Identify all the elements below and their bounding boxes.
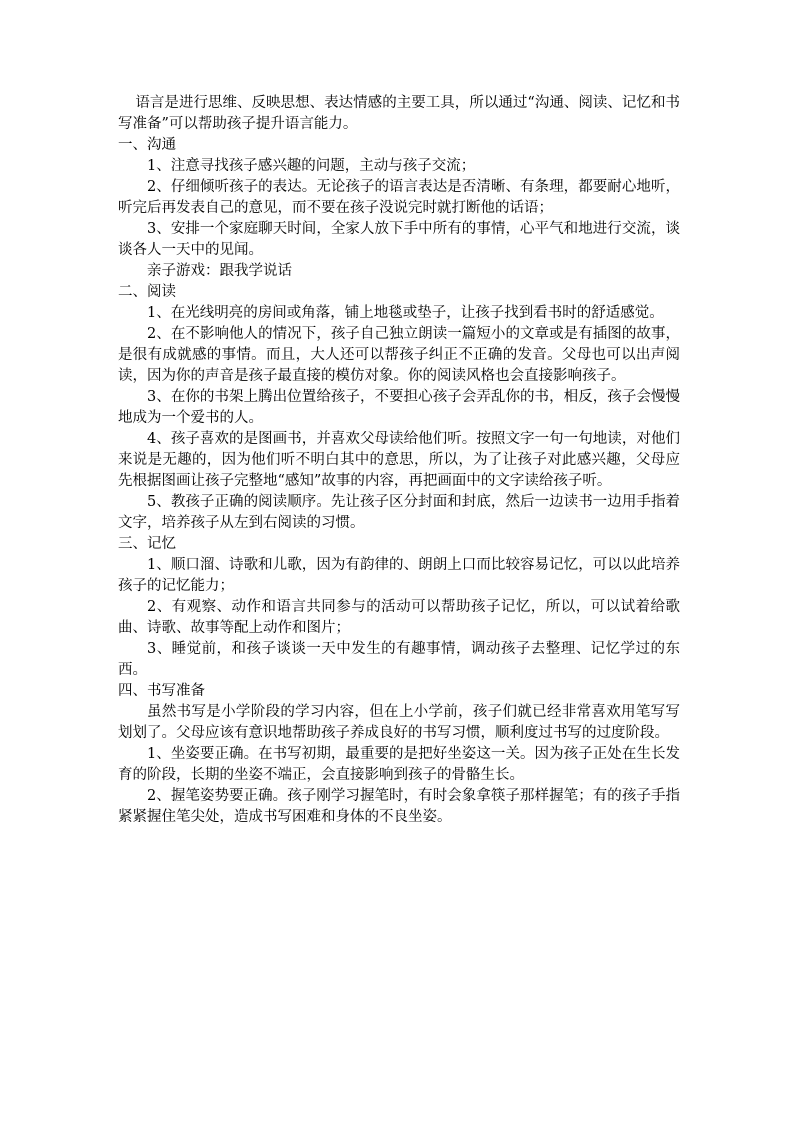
paragraph: 1、顺口溜、诗歌和儿歌，因为有韵律的、朗朗上口而比较容易记忆，可以以此培养孩子的记忆能力； — [118, 557, 680, 594]
section-heading: 一、沟通 — [118, 137, 176, 153]
paragraph: 1、在光线明亮的房间或角落，铺上地毯或垫子，让孩子找到看书时的舒适感觉。 — [147, 305, 664, 321]
intro-paragraph: 语言是进行思维、反映思想、表达情感的主要工具，所以通过“沟通、阅读、记忆和书写准备”可以帮助孩子提升语言能力。 — [118, 95, 680, 132]
paragraph: 2、仔细倾听孩子的表达。无论孩子的语言表达是否清晰、有条理，都要耐心地听，听完后再发表自己的意见，而不要在孩子没说完时就打断他的话语； — [118, 179, 680, 216]
section-writing-prep — [118, 681, 680, 828]
paragraph: 1、坐姿要正确。在书写初期，最重要的是把好坐姿这一关。因为孩子正处在生长发育的阶段，长期的坐姿不端正，会直接影响到孩子的骨骼生长。 — [118, 746, 680, 783]
section-heading: 三、记忆 — [118, 536, 176, 552]
paragraph: 亲子游戏：跟我学说话 — [147, 263, 292, 279]
paragraph: 2、握笔姿势要正确。孩子刚学习握笔时，有时会象拿筷子那样握笔；有的孩子手指紧紧握住笔尖处，造成书写困难和身体的不良坐姿。 — [118, 788, 680, 825]
paragraph: 3、在你的书架上腾出位置给孩子，不要担心孩子会弄乱你的书，相反，孩子会慢慢地成为一个爱书的人。 — [118, 389, 680, 426]
paragraph: 2、有观察、动作和语言共同参与的活动可以帮助孩子记忆，所以，可以试着给歌曲、诗歌、故事等配上动作和图片； — [118, 599, 680, 636]
section-heading: 四、书写准备 — [118, 683, 205, 699]
section-reading — [118, 282, 680, 534]
paragraph: 虽然书写是小学阶段的学习内容，但在上小学前，孩子们就已经非常喜欢用笔写写划划了。父母应该有意识地帮助孩子养成良好的书写习惯，顺利度过书写的过度阶段。 — [118, 704, 680, 741]
paragraph: 5、教孩子正确的阅读顺序。先让孩子区分封面和封底，然后一边读书一边用手指着文字，培养孩子从左到右阅读的习惯。 — [118, 494, 680, 531]
section-heading: 二、阅读 — [118, 284, 176, 300]
section-communication — [118, 135, 680, 282]
section-memory — [118, 534, 680, 681]
paragraph: 3、睡觉前，和孩子谈谈一天中发生的有趣事情，调动孩子去整理、记忆学过的东西。 — [118, 641, 680, 678]
document-page — [118, 93, 680, 828]
paragraph: 1、注意寻找孩子感兴趣的问题，主动与孩子交流； — [147, 158, 476, 174]
paragraph: 3、安排一个家庭聊天时间，全家人放下手中所有的事情，心平气和地进行交流，谈谈各人一天中的见闻。 — [118, 221, 680, 258]
paragraph: 2、在不影响他人的情况下，孩子自己独立朗读一篇短小的文章或是有插图的故事，是很有成就感的事情。而且，大人还可以帮孩子纠正不正确的发音。父母也可以出声阅读，因为你的声音是孩子最直接的模仿对象。你的阅读风格也会直接影响孩子。 — [118, 326, 680, 384]
paragraph: 4、孩子喜欢的是图画书，并喜欢父母读给他们听。按照文字一句一句地读，对他们来说是无趣的，因为他们听不明白其中的意思，所以，为了让孩子对此感兴趣，父母应先根据图画让孩子完整地“感知”故事的内容，再把画面中的文字读给孩子听。 — [118, 431, 680, 489]
